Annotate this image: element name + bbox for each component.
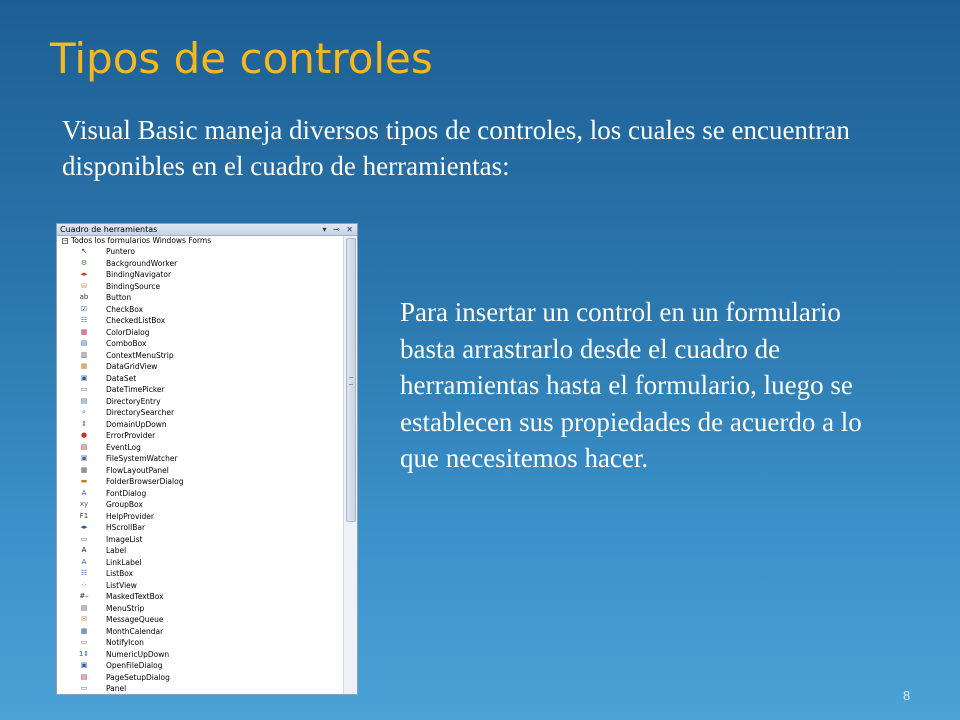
toolbox-item[interactable]: [57, 396, 343, 408]
toolbox-item-label: ListBox: [106, 569, 134, 579]
context-menu-icon: ▥: [80, 350, 88, 359]
toolbox-item-label: DirectorySearcher: [106, 408, 175, 418]
toolbox-item[interactable]: [57, 281, 343, 293]
page-number: 8: [903, 688, 911, 703]
toolbox-item-label: GroupBox: [106, 500, 143, 510]
toolbox-item[interactable]: [57, 511, 343, 523]
toolbox-item-label: NotifyIcon: [106, 638, 144, 648]
pointer-icon: ↖: [81, 247, 87, 256]
toolbox-item[interactable]: [57, 603, 343, 615]
toolbox-item-label: FontDialog: [106, 488, 147, 498]
toolbox-item-label: MaskedTextBox: [106, 592, 164, 602]
toolbox-item[interactable]: [57, 672, 343, 684]
toolbox-item-label: HScrollBar: [106, 523, 146, 533]
slide-title: Tipos de controles: [50, 34, 433, 83]
toolbox-item-label: ImageList: [106, 534, 143, 544]
toolbox-item-label: FileSystemWatcher: [106, 454, 178, 464]
flowlayoutpanel-icon: ▦: [80, 465, 88, 474]
toolbox-item-label: ErrorProvider: [106, 431, 156, 441]
binding-navigator-icon: ◂▸: [80, 270, 88, 279]
toolbox-item[interactable]: [57, 568, 343, 580]
eventlog-icon: ▤: [80, 442, 88, 451]
toolbox-item[interactable]: [57, 453, 343, 465]
toolbox-item-label: CheckBox: [106, 304, 144, 314]
toolbox-item-label: HelpProvider: [106, 511, 154, 521]
toolbox-item[interactable]: [57, 649, 343, 661]
toolbox-header: [57, 224, 357, 236]
toolbox-item[interactable]: [57, 304, 343, 316]
datagridview-icon: ▦: [80, 362, 88, 371]
panel-icon: ▭: [80, 684, 88, 693]
toolbox-item[interactable]: [57, 580, 343, 592]
toolbox-item[interactable]: [57, 292, 343, 304]
checked-listbox-icon: ☷: [80, 316, 88, 325]
numericupdown-icon: 1⇕: [78, 649, 90, 658]
dropdown-icon[interactable]: ▾: [322, 225, 327, 234]
toolbox-item[interactable]: [57, 338, 343, 350]
toolbox-item-label: Panel: [106, 684, 127, 694]
toolbox-item-label: Puntero: [106, 247, 135, 257]
binding-source-icon: ⛁: [81, 281, 87, 290]
toolbox-item-label: Button: [106, 293, 132, 303]
domain-updown-icon: ⇕: [81, 419, 87, 428]
toolbox-item[interactable]: [57, 660, 343, 672]
toolbox-item[interactable]: [57, 258, 343, 270]
filesystemwatcher-icon: ▣: [80, 454, 88, 463]
fontdialog-icon: A: [81, 488, 87, 497]
hscrollbar-icon: ◂▸: [80, 523, 88, 532]
toolbox-item-label: DataSet: [106, 373, 137, 383]
toolbox-item[interactable]: [57, 637, 343, 649]
background-worker-icon: ⚙: [80, 258, 88, 267]
button-icon: ab: [79, 293, 89, 302]
toolbox-item-label: DirectoryEntry: [106, 396, 161, 406]
notifyicon-icon: ▭: [80, 638, 88, 647]
toolbox-item-list: [57, 246, 343, 695]
groupbox-icon: xy: [79, 500, 89, 509]
menustrip-icon: ▤: [80, 603, 88, 612]
toolbox-item-label: MenuStrip: [106, 603, 145, 613]
directory-searcher-icon: ⌕: [82, 408, 86, 417]
close-icon[interactable]: ✕: [346, 225, 353, 234]
checkbox-icon: ☑: [80, 304, 88, 313]
toolbox-item[interactable]: [57, 315, 343, 327]
toolbox-item-label: ListView: [106, 580, 137, 590]
imagelist-icon: ▭: [80, 534, 88, 543]
toolbox-scrollbar[interactable]: [343, 236, 357, 694]
toolbox-item[interactable]: [57, 361, 343, 373]
toolbox-item-label: DateTimePicker: [106, 385, 165, 395]
linklabel-icon: A: [81, 557, 87, 566]
label-icon: A: [81, 546, 87, 555]
toolbox-item-label: Label: [106, 546, 127, 556]
helpprovider-icon: F1: [79, 511, 89, 520]
toolbox-item-label: FolderBrowserDialog: [106, 477, 184, 487]
toolbox-item[interactable]: [57, 614, 343, 626]
toolbox-item[interactable]: [57, 683, 343, 695]
toolbox-item-label: OpenFileDialog: [106, 661, 163, 671]
instruction-text: Para insertar un control en un formulario basta arrastrarlo desde el cuadro de herramientas hasta el formulario, luego se establecen sus propiedades de acuerdo a lo que necesitemos hacer.: [400, 297, 862, 473]
openfiledialog-icon: ▣: [80, 661, 88, 670]
toolbox-item[interactable]: [57, 430, 343, 442]
toolbox-item-label: LinkLabel: [106, 557, 142, 567]
toolbox-item[interactable]: [57, 384, 343, 396]
toolbox-item-label: BackgroundWorker: [106, 258, 178, 268]
toolbox-item[interactable]: [57, 373, 343, 385]
toolbox-item[interactable]: [57, 499, 343, 511]
pin-icon[interactable]: ⊸: [333, 225, 340, 234]
toolbox-item-label: DomainUpDown: [106, 419, 167, 429]
toolbox-group-header[interactable]: [57, 236, 357, 246]
toolbox-item[interactable]: [57, 407, 343, 419]
toolbox-item-label: FlowLayoutPanel: [106, 465, 169, 475]
toolbox-item-label: PageSetupDialog: [106, 672, 170, 682]
scrollbar-thumb[interactable]: [346, 238, 356, 522]
toolbox-panel: [56, 223, 358, 695]
toolbox-item[interactable]: [57, 465, 343, 477]
toolbox-item-label: BindingSource: [106, 281, 161, 291]
toolbox-group-label: Todos los formularios Windows Forms: [71, 236, 212, 245]
toolbox-item[interactable]: [57, 534, 343, 546]
toolbox-item[interactable]: [57, 476, 343, 488]
toolbox-item-label: ContextMenuStrip: [106, 350, 174, 360]
toolbox-item[interactable]: [57, 557, 343, 569]
toolbox-item[interactable]: [57, 522, 343, 534]
toolbox-item-label: EventLog: [106, 442, 141, 452]
monthcalendar-icon: ▦: [80, 626, 88, 635]
collapse-icon[interactable]: −: [63, 237, 69, 245]
pagesetupdialog-icon: ▤: [80, 672, 88, 681]
toolbox-item[interactable]: [57, 591, 343, 603]
toolbox-item[interactable]: [57, 488, 343, 500]
toolbox-item-label: ColorDialog: [106, 327, 150, 337]
toolbox-item[interactable]: [57, 350, 343, 362]
toolbox-title: Cuadro de herramientas: [60, 225, 158, 234]
toolbox-item[interactable]: [57, 327, 343, 339]
toolbox-item-label: NumericUpDown: [106, 649, 170, 659]
toolbox-item-label: DataGridView: [106, 362, 158, 372]
toolbox-item[interactable]: [57, 545, 343, 557]
maskedtextbox-icon: #–: [79, 592, 89, 601]
listview-icon: ⁘: [81, 580, 87, 589]
toolbox-item[interactable]: [57, 269, 343, 281]
toolbox-item-label: MonthCalendar: [106, 626, 164, 636]
intro-text: Visual Basic maneja diversos tipos de controles, los cuales se encuentran disponibles en el cuadro de herramientas:: [62, 115, 850, 181]
folderbrowser-icon: ▬: [80, 477, 88, 486]
dataset-icon: ▣: [80, 373, 88, 382]
error-provider-icon: ●: [80, 431, 88, 440]
listbox-icon: ☷: [80, 569, 88, 578]
color-dialog-icon: ▦: [80, 327, 88, 336]
messagequeue-icon: ✉: [81, 615, 87, 624]
toolbox-item-label: BindingNavigator: [106, 270, 172, 280]
combobox-icon: ▤: [80, 339, 88, 348]
toolbox-item-label: MessageQueue: [106, 615, 164, 625]
directory-entry-icon: ▤: [80, 396, 88, 405]
toolbox-item[interactable]: [57, 626, 343, 638]
toolbox-item[interactable]: [57, 246, 343, 258]
datetimepicker-icon: ▭: [80, 385, 88, 394]
toolbox-item[interactable]: [57, 419, 343, 431]
toolbox-item-label: ComboBox: [106, 339, 147, 349]
toolbox-item-label: CheckedListBox: [106, 316, 166, 326]
toolbox-item[interactable]: [57, 442, 343, 454]
